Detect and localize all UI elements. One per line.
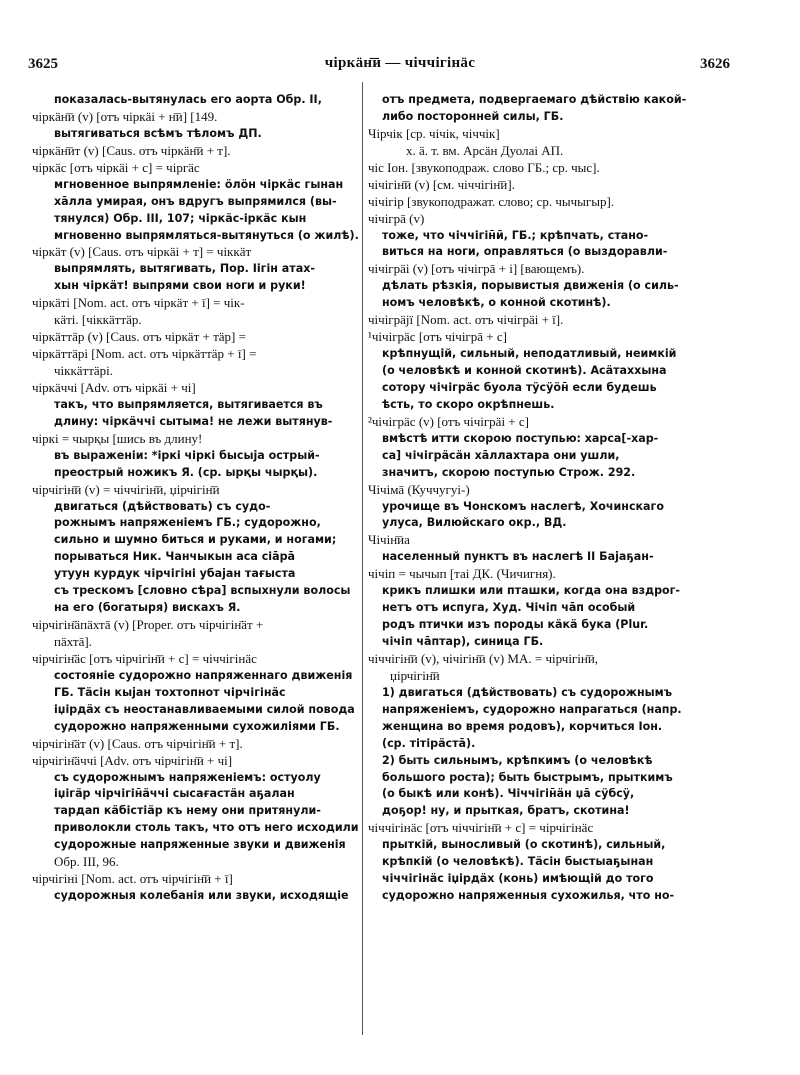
entry-definition-line: двигаться (дѣйствовать) съ судо- [54,499,271,513]
entry-headword-line: кäті. [чіккäттäр. [54,312,142,328]
entry-definition-line: преострый ножикъ Я. (ср. ырқы чырқы). [54,465,318,479]
entry-definition-line: судорожные напряженные звуки и движенія [54,838,346,852]
entry-definition-line: рожнымъ напряженіемъ ГБ.; судорожно, [54,516,321,530]
entry-definition-line: улуса, Вилюйскаго окр., ВД. [382,516,567,530]
entry-definition-line: мгновенно выпрямляться-вытянуться (о жилѣ). [54,228,359,242]
entry-headword-line: чірчігін̄äс [отъ чірчігін̄ӣ + с] = чіччігінäс [32,650,257,666]
entry-definition-line: номъ человѣкѣ, о конной скотинѣ). [382,296,611,310]
entry-definition-line: 2) быть сильнымъ, крѣпкимъ (о человѣкѣ [382,753,653,767]
entry-definition-line: судорожныя колебанія или звуки, исходящіе [54,889,349,903]
entry-headword-line: чіркäттäр (v) [Caus. отъ чіркäт + тäр] = [32,329,246,345]
entry-definition-line: либо посторонней силы, ГБ. [382,109,564,123]
entry-definition-line: іџірдäх съ неостанавливаемыми силой повода [54,702,355,716]
entry-definition-line: (о человѣкѣ и конной скотинѣ). Асäтаххына [382,364,667,377]
entry-definition-line: са] чічігрäсäн хāллахтара они ушли, [382,448,620,462]
right-column [368,92,687,905]
entry-headword-line: чічігрäі (v) [отъ чічігрā + і] [вающемъ). [368,261,585,277]
page-number-left: 3625 [28,56,58,72]
entry-definition-line: хын чіркäт! выпрями свои ноги и руки! [54,279,306,293]
entry-definition-line: ѣсть, то скоро окрѣпнешь. [382,397,555,411]
entry-definition-line: въ выраженіи: *іркі чіркі бысыја острый- [54,448,320,462]
entry-definition-line: населенный пунктъ въ наслегѣ II Бајаҕан- [382,550,654,564]
entry-definition-line: крикъ плишки или пташки, когда она вздрог- [382,584,681,598]
entry-definition-line: съ судорожнымъ напряженіемъ: остуолу [54,770,321,784]
entry-definition-line: тянулся) Обр. III, 107; чіркäс-іркäс кын [54,211,307,225]
entry-definition-line: женщина во время родовъ), корчиться Іон. [382,719,663,733]
entry-headword-line: Чірчік [ср. чічік, чіччік] [368,125,500,141]
entry-headword-line: чірчігін̄äт (v) [Caus. отъ чірчігін̄ӣ + т]. [32,735,243,751]
entry-definition-line: хāлла умирая, онъ вдругъ выпрямился (вы- [54,194,337,208]
page-header [0,52,800,76]
entry-headword-line: чіркäн̄ӣ (v) [отъ чіркäі + н̄ӣ] [149. [32,108,218,124]
entry-definition-line: показалась-вытянулась его аорта Обр. II, [54,93,322,106]
entry-definition-line: крѣпкій (о человѣкѣ). Тäсін быстыаҕынан [382,855,654,869]
entry-headword-line: ²чічігрäс (v) [отъ чічігрäі + с] [368,413,529,429]
entry-definition-line: выпрямлять, вытягивать, Пор. Іігін атах- [54,262,315,276]
entry-definition-line: судорожно напряженными сухожиліями ГБ. [54,719,340,733]
entry-definition-line: вытягиваться всѣмъ тѣломъ ДП. [54,126,262,140]
entry-definition-line: тардап кäбістіäр къ нему они притянули- [54,804,321,818]
left-column [32,92,359,905]
entry-headword-line: чіркäттäрі [Nom. act. отъ чіркäттäр + ī] = [32,346,257,362]
entry-headword-line: чічігір [звукоподражат. слово; ср. чычыгыр]. [368,193,615,209]
entry-definition-line: чічіп чāптар), синица ГБ. [382,635,544,648]
entry-headword-line: чічігрā (v) [368,210,425,226]
entry-definition-line: вмѣстѣ итти скорою поступью: харса[-хар- [382,431,659,445]
entry-headword-line: чірчігін̄ӣ (v) = чіччігін̄ӣ, џірчігін̄ӣ [32,481,220,497]
entry-definition-line: дѣлать рѣзкія, порывистыя движенія (о силь- [382,279,679,293]
entry-definition-line: утуун курдук чірчігіні убајан тағыста [54,567,296,581]
entry-definition-line: урочище въ Чонскомъ наслегѣ, Хочинскаго [382,499,664,513]
entry-headword-line: Чічімā (Куччугуі-) [368,481,470,497]
entry-headword-line: чірчігіні [Nom. act. отъ чірчігін̄ӣ + ī] [32,871,233,887]
entry-headword-line: чічігін̄ӣ (v) [см. чіччігін̄ӣ]. [368,176,515,192]
entry-definition-line: ГБ. Тäсін кыјан тохтопнот чірчігінäс [54,685,286,699]
entry-definition-line: сотору чічігрäс буола тӱсӱӧн̄ если будешь [382,380,657,394]
entry-headword-line: Обр. III, 96. [54,854,119,870]
entry-definition-line: тоже, что чіччігін̄ӣ, ГБ.; крѣпчать, стано- [382,228,649,242]
entry-headword-line: пäхтā]. [54,634,92,649]
entry-headword-line: џірчігін̄ӣ [390,667,440,683]
entry-definition-line: съ трескомъ [словно сѣра] вспыхнули волосы [54,584,351,598]
entry-definition-line: отъ предмета, подвергаемаго дѣйствію какой- [382,93,687,106]
entry-headword-line: чірчігін̄äччі [Adv. отъ чірчігін̄ӣ + чі] [32,752,233,768]
entry-definition-line: крѣпнущій, сильный, неподатливый, неимкій [382,347,677,361]
entry-headword-line: чіччігінäс [отъ чіччігін̄ӣ + с] = чірчігінäс [368,820,594,836]
entry-definition-line: 1) двигаться (дѣйствовать) съ судорожнымъ [382,685,673,699]
entry-headword-line: чіккäттäрі. [54,363,114,378]
page-running-title: чіркäн̄ӣ — чіччігінäс [324,55,476,71]
entry-definition-line: виться на ноги, оправляться (о выздоравли- [382,245,668,259]
entry-definition-line: сильно и шумно биться и руками, и ногами; [54,533,337,547]
column-divider [362,82,363,1035]
entry-definition-line: на его (богатыря) вискахъ Я. [54,601,241,615]
entry-definition-line: чіччігінäс іџірдäх (конь) имѣющій до того [382,872,654,886]
entry-definition-line: приволокли столь такъ, что отъ него исходили [54,821,359,835]
entry-definition-line: (ср. тітірäстā). [382,736,476,750]
entry-definition-line: напряженіемъ, судорожно напрагаться (напр. [382,702,682,716]
entry-headword-line: чіркäті [Nom. act. отъ чіркäт + ī] = чік- [32,295,245,311]
entry-headword-line: чіркäн̄ӣт (v) [Caus. отъ чіркäн̄ӣ + т]. [32,142,231,158]
entry-headword-line: чічіп = чычып [таі ДК. (Чичигня). [368,566,556,582]
entry-definition-line: доҕор! ну, и прыткая, братъ, скотина! [382,804,630,818]
entry-definition-line: такъ, что выпрямляется, вытягивается въ [54,397,323,411]
entry-headword-line: чіркі = чырқы [шись въ длину! [32,430,203,446]
entry-headword-line: чіркäс [отъ чіркäі + с] = чіргäс [32,159,200,175]
entry-headword-line: чірчігін̄äпäхтā (v) [Proper. отъ чірчігін̄äт + [32,617,264,633]
entry-definition-line: іџігäр чірчігін̄äччі сысағастäн аҕалан [54,787,295,801]
entry-headword-line: чічігрäјї [Nom. act. отъ чічігрäі + ī]. [368,312,564,328]
entry-headword-line: чіркäт (v) [Caus. отъ чіркäі + т] = чіккäт [32,244,252,260]
page-number-right: 3626 [700,56,730,72]
entry-definition-line: нетъ отъ испуга, Худ. Чічіп чāп особый [382,601,636,615]
entry-definition-line: порываться Ник. Чанчыкын аса сіāрā [54,550,295,564]
entry-definition-line: значитъ, скорою поступью Строж. 292. [382,465,636,479]
entry-headword-line: чіс Іон. [звукоподраж. слово ГБ.; ср. чыс]. [368,159,600,175]
entry-headword-line: Чічін̄ӣа [368,532,410,548]
entry-headword-line: ¹чічігрäс [отъ чічігрā + с] [368,329,507,345]
entry-definition-line: большого роста); быть быстрымъ, прыткимъ [382,770,673,784]
entry-definition-line: родъ птички изъ породы кäкä бука (Plur. [382,618,649,632]
entry-definition-line: судорожно напряженныя сухожилья, что но- [382,889,675,903]
entry-definition-line: длину: чіркäччі сытыма! не лежи вытянув- [54,414,333,428]
entry-definition-line: состояніе судорожно напряженнаго движенія [54,668,353,682]
entry-definition-line: (о быкѣ или конѣ). Чіччігін̄äн џā сӱбсӱ, [382,787,635,801]
entry-headword-line: чіркäччі [Adv. отъ чіркäі + чі] [32,379,196,395]
entry-definition-line: прыткій, выносливый (о скотинѣ), сильный, [382,838,666,852]
entry-definition-line: мгновенное выпрямленіе: ӧлӧн чіркäс гынан [54,177,344,191]
entry-headword-line: х. ä. т. вм. Арсäн Дуолаі АП. [406,142,564,158]
entry-headword-line: чіччігін̄ӣ (v), чічігін̄ӣ (v) МА. = чірчігін̄ӣ, [368,650,599,666]
